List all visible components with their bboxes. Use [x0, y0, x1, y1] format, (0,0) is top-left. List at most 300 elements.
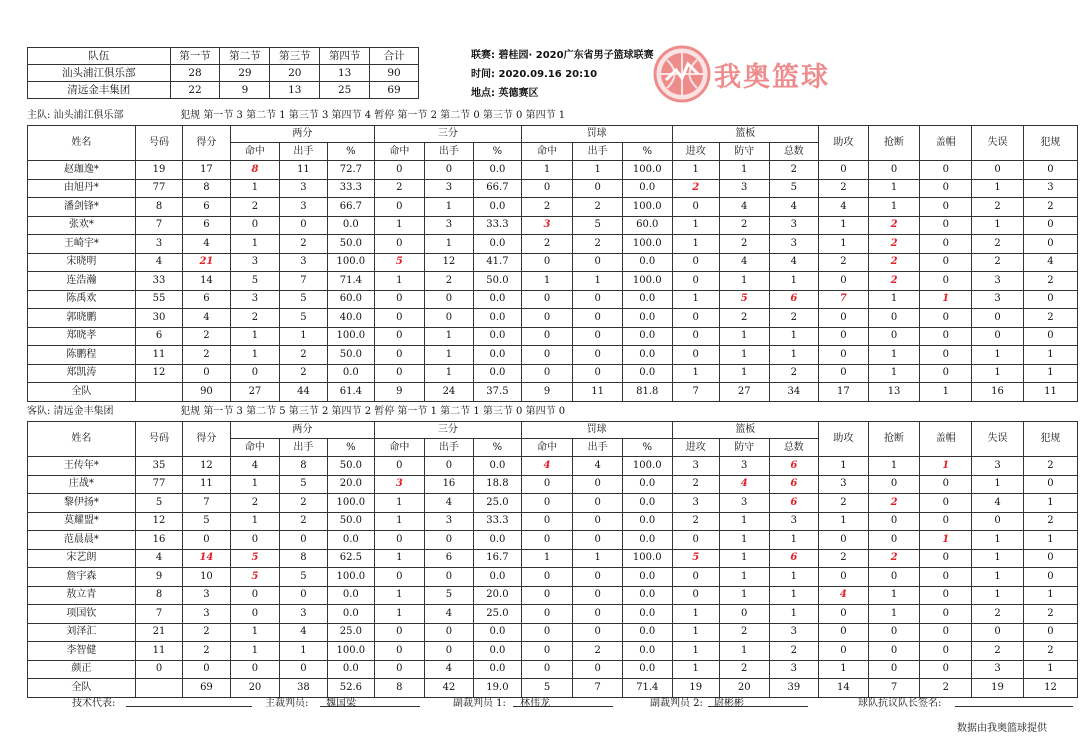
stat-cell: 0: [573, 605, 623, 624]
column-header: 盖帽: [920, 126, 972, 161]
total-cell: 13: [868, 383, 920, 402]
stat-cell: 2: [573, 235, 623, 254]
stat-cell: 7: [183, 494, 230, 513]
stat-cell: 1: [672, 660, 719, 679]
stat-cell: 50.0: [327, 512, 374, 531]
player-row: [28, 327, 1078, 346]
stat-cell: 1: [230, 512, 280, 531]
player-name: 郑晓孝: [28, 327, 136, 346]
stat-cell: 11: [135, 642, 182, 661]
score-header: 队伍: [28, 48, 171, 65]
stat-cell: 4: [280, 623, 327, 642]
stat-cell: 3: [375, 475, 425, 494]
column-header: 失误: [972, 126, 1024, 161]
stat-cell: 0.0: [474, 623, 521, 642]
stat-cell: 3: [183, 605, 230, 624]
stat-cell: 3: [719, 457, 769, 476]
stat-cell: 0: [521, 586, 573, 605]
stat-cell: 4: [424, 605, 474, 624]
stat-cell: 0: [1023, 161, 1077, 180]
stat-cell: 1: [672, 623, 719, 642]
stat-cell: 0.0: [327, 216, 374, 235]
stat-cell: 0: [672, 327, 719, 346]
stat-cell: 0: [375, 309, 425, 328]
player-name: 莫耀盟*: [28, 512, 136, 531]
stat-cell: 4: [719, 198, 769, 217]
stat-cell: 18.8: [474, 475, 521, 494]
stat-cell: 3: [135, 235, 182, 254]
stat-cell: 1: [769, 605, 819, 624]
stat-cell: 6: [769, 494, 819, 513]
player-name: 由旭丹*: [28, 179, 136, 198]
total-cell: 81.8: [622, 383, 672, 402]
stat-cell: 1: [424, 364, 474, 383]
stat-cell: 1: [1023, 364, 1077, 383]
stat-cell: 3: [280, 253, 327, 272]
stat-cell: 0: [819, 364, 869, 383]
column-subheader: 进攻: [672, 143, 719, 161]
column-subheader: %: [622, 143, 672, 161]
player-name: 庄战*: [28, 475, 136, 494]
player-row: [28, 346, 1078, 365]
stat-cell: 4: [769, 253, 819, 272]
stat-cell: 1: [375, 605, 425, 624]
quarter-score: 20: [270, 65, 320, 82]
stat-cell: 0.0: [327, 605, 374, 624]
stat-cell: 40.0: [327, 309, 374, 328]
stat-cell: 7: [280, 272, 327, 291]
stat-cell: 62.5: [327, 549, 374, 568]
column-header: 助攻: [819, 126, 869, 161]
stat-cell: 2: [1023, 272, 1077, 291]
stat-cell: 0: [672, 346, 719, 365]
ref2-label: 副裁判员 2:: [650, 698, 703, 709]
stat-cell: 33: [135, 272, 182, 291]
stat-cell: 4: [521, 457, 573, 476]
stat-cell: 2: [868, 549, 920, 568]
stat-cell: 0: [375, 346, 425, 365]
player-row: [28, 253, 1078, 272]
player-name: 陈禹欢: [28, 290, 136, 309]
column-header: 两分: [230, 422, 374, 439]
stat-cell: 0: [920, 605, 972, 624]
player-name: 颜正: [28, 660, 136, 679]
column-subheader: 命中: [375, 143, 425, 161]
stat-cell: 4: [719, 253, 769, 272]
column-subheader: 命中: [521, 143, 573, 161]
stat-cell: 0: [1023, 235, 1077, 254]
data-credit: 数据由我奥篮球提供: [957, 723, 1047, 734]
stat-cell: 100.0: [622, 549, 672, 568]
stat-cell: 0: [819, 161, 869, 180]
total-cell: 16: [972, 383, 1024, 402]
stat-cell: 0.0: [622, 364, 672, 383]
stat-cell: 1: [230, 642, 280, 661]
total-cell: 19.0: [474, 679, 521, 698]
stat-cell: 0.0: [474, 198, 521, 217]
stat-cell: 21: [183, 253, 230, 272]
stat-cell: 55: [135, 290, 182, 309]
stat-cell: 1: [1023, 660, 1077, 679]
stat-cell: 0.0: [622, 346, 672, 365]
stat-cell: 0: [375, 198, 425, 217]
stat-cell: 4: [183, 309, 230, 328]
stat-cell: 100.0: [327, 568, 374, 587]
stat-cell: 0: [868, 475, 920, 494]
stat-cell: 0: [819, 623, 869, 642]
stat-cell: 0: [573, 568, 623, 587]
quarter-score: 28: [170, 65, 220, 82]
stat-cell: 1: [672, 216, 719, 235]
total-cell: 71.4: [622, 679, 672, 698]
stat-cell: 14: [183, 272, 230, 291]
stat-cell: 0: [424, 290, 474, 309]
stat-cell: 2: [719, 623, 769, 642]
stat-cell: 5: [280, 309, 327, 328]
column-subheader: 进攻: [672, 439, 719, 457]
stat-cell: 0: [230, 531, 280, 550]
chief-ref-name: 魏国梁: [326, 698, 356, 709]
stat-cell: 0.0: [474, 327, 521, 346]
stat-cell: 0.0: [622, 253, 672, 272]
stat-cell: 1: [972, 531, 1024, 550]
total-cell: 90: [183, 383, 230, 402]
stat-cell: 0.0: [474, 290, 521, 309]
stat-cell: 0: [868, 660, 920, 679]
stat-cell: 1: [375, 494, 425, 513]
stat-cell: 1: [972, 216, 1024, 235]
stat-cell: 7: [819, 290, 869, 309]
stat-cell: 0: [868, 309, 920, 328]
stat-cell: 3: [1023, 179, 1077, 198]
stat-cell: 0: [920, 346, 972, 365]
stat-cell: 2: [672, 512, 719, 531]
stat-cell: 0: [280, 660, 327, 679]
stat-cell: 1: [719, 531, 769, 550]
stat-cell: 0.0: [622, 605, 672, 624]
column-subheader: 命中: [230, 143, 280, 161]
score-header: 第三节: [270, 48, 320, 65]
stat-cell: 5: [672, 549, 719, 568]
protest-label: 球队抗议队长签名:: [858, 698, 942, 709]
stat-cell: 0: [1023, 623, 1077, 642]
stat-cell: 0.0: [474, 346, 521, 365]
stat-cell: 2: [573, 642, 623, 661]
stat-cell: 0: [521, 642, 573, 661]
stat-cell: 0: [920, 586, 972, 605]
stat-cell: 2: [719, 660, 769, 679]
stat-cell: 11: [280, 161, 327, 180]
total-cell: 38: [280, 679, 327, 698]
column-header: 犯规: [1023, 126, 1077, 161]
stat-cell: 7: [135, 216, 182, 235]
stat-cell: 0: [573, 512, 623, 531]
stat-cell: 0: [672, 253, 719, 272]
total-cell: 19: [972, 679, 1024, 698]
stat-cell: 0: [672, 586, 719, 605]
stat-cell: 2: [1023, 605, 1077, 624]
column-header: 三分: [375, 126, 522, 143]
stat-cell: 4: [1023, 253, 1077, 272]
stat-cell: 2: [972, 198, 1024, 217]
stat-cell: 0: [280, 586, 327, 605]
stat-cell: 1: [868, 364, 920, 383]
stat-cell: 17: [183, 161, 230, 180]
stat-cell: 3: [972, 660, 1024, 679]
stat-cell: 2: [424, 272, 474, 291]
stat-cell: 0: [819, 642, 869, 661]
home-team-header: [27, 109, 565, 123]
brand-logo: [652, 44, 862, 104]
player-name: 黎伊扬*: [28, 494, 136, 513]
total-cell: 1: [920, 383, 972, 402]
stat-cell: 6: [769, 475, 819, 494]
stat-cell: 3: [424, 179, 474, 198]
score-header: 第四节: [320, 48, 370, 65]
total-cell: 37.5: [474, 383, 521, 402]
stat-cell: 0: [920, 642, 972, 661]
stat-cell: 0: [230, 364, 280, 383]
score-row-away: [28, 82, 419, 99]
total-cell: 52.6: [327, 679, 374, 698]
stat-cell: 0: [573, 290, 623, 309]
stat-cell: 0: [375, 642, 425, 661]
player-row: [28, 475, 1078, 494]
stat-cell: 0: [868, 512, 920, 531]
player-row: [28, 531, 1078, 550]
stat-cell: 1: [521, 272, 573, 291]
stat-cell: 2: [972, 605, 1024, 624]
stat-cell: 0.0: [622, 642, 672, 661]
stat-cell: 0: [920, 364, 972, 383]
stat-cell: 1: [521, 549, 573, 568]
stat-cell: 10: [183, 568, 230, 587]
stat-cell: 1: [920, 290, 972, 309]
stat-cell: 4: [135, 549, 182, 568]
stat-cell: 6: [135, 327, 182, 346]
stat-cell: 0: [573, 586, 623, 605]
column-subheader: 总数: [769, 143, 819, 161]
column-subheader: 出手: [424, 143, 474, 161]
stat-cell: 3: [769, 235, 819, 254]
stat-cell: 5: [375, 253, 425, 272]
stat-cell: 6: [769, 290, 819, 309]
stat-cell: 0: [521, 475, 573, 494]
stat-cell: 1: [972, 568, 1024, 587]
stat-cell: 0.0: [327, 364, 374, 383]
stat-cell: 2: [868, 235, 920, 254]
stat-cell: 0: [1023, 216, 1077, 235]
stat-cell: 3: [719, 179, 769, 198]
column-header: 姓名: [28, 126, 136, 161]
stat-cell: 3: [280, 605, 327, 624]
stat-cell: 41.7: [474, 253, 521, 272]
stat-cell: 0: [920, 216, 972, 235]
stat-cell: 0: [573, 623, 623, 642]
quarter-score: 29: [220, 65, 270, 82]
stat-cell: 0: [672, 309, 719, 328]
stat-cell: 0: [573, 309, 623, 328]
stat-cell: 1: [672, 605, 719, 624]
stat-cell: 2: [183, 346, 230, 365]
stat-cell: 1: [920, 531, 972, 550]
player-row: [28, 512, 1078, 531]
stat-cell: 2: [280, 235, 327, 254]
stat-cell: 1: [719, 364, 769, 383]
stat-cell: 5: [280, 568, 327, 587]
stat-cell: 8: [135, 198, 182, 217]
stat-cell: 3: [769, 512, 819, 531]
stat-cell: 2: [183, 642, 230, 661]
stat-cell: 0: [868, 568, 920, 587]
stat-cell: 5: [280, 290, 327, 309]
total-cell: 61.4: [327, 383, 374, 402]
stat-cell: 0: [521, 660, 573, 679]
stat-cell: 1: [1023, 531, 1077, 550]
stat-cell: 0: [521, 605, 573, 624]
total-score: 90: [370, 65, 419, 82]
stat-cell: 1: [573, 161, 623, 180]
stat-cell: 4: [135, 253, 182, 272]
stat-cell: 19: [135, 161, 182, 180]
stat-cell: 2: [719, 216, 769, 235]
total-cell: 34: [769, 383, 819, 402]
stat-cell: 5: [230, 549, 280, 568]
stat-cell: 0: [521, 290, 573, 309]
stat-cell: 30: [135, 309, 182, 328]
stat-cell: 0: [672, 531, 719, 550]
stat-cell: 4: [424, 660, 474, 679]
stat-cell: 0.0: [622, 475, 672, 494]
tech-rep-line: [126, 706, 252, 707]
stat-cell: 0.0: [622, 179, 672, 198]
stat-cell: 0: [868, 327, 920, 346]
stat-cell: 0: [920, 179, 972, 198]
column-subheader: 出手: [280, 143, 327, 161]
stat-cell: 4: [769, 198, 819, 217]
stat-cell: 71.4: [327, 272, 374, 291]
stat-cell: 33.3: [474, 512, 521, 531]
stat-cell: 2: [183, 623, 230, 642]
stat-cell: 1: [819, 512, 869, 531]
stat-cell: 1: [972, 179, 1024, 198]
column-subheader: %: [622, 439, 672, 457]
stat-cell: 0.0: [622, 531, 672, 550]
player-row: [28, 660, 1078, 679]
player-row: [28, 235, 1078, 254]
player-name: 赵珈逸*: [28, 161, 136, 180]
stat-cell: 0: [972, 309, 1024, 328]
stat-cell: 0: [920, 494, 972, 513]
stat-cell: 1: [819, 457, 869, 476]
away-stats-table: [27, 421, 1078, 698]
stat-cell: 9: [135, 568, 182, 587]
stat-cell: 0.0: [622, 327, 672, 346]
stat-cell: 1: [719, 346, 769, 365]
stat-cell: 35: [135, 457, 182, 476]
stat-cell: 1: [375, 272, 425, 291]
stat-cell: 0: [920, 253, 972, 272]
stat-cell: 1: [424, 235, 474, 254]
league-line: 联赛: 碧桂园· 2020广东省男子篮球联赛: [471, 50, 654, 61]
stat-cell: 1: [719, 586, 769, 605]
signature-footer: [0, 690, 1080, 712]
stat-cell: 0: [280, 216, 327, 235]
stat-cell: 2: [1023, 198, 1077, 217]
score-row-home: [28, 65, 419, 82]
stat-cell: 1: [769, 272, 819, 291]
stat-cell: 3: [424, 216, 474, 235]
total-cell: 24: [424, 383, 474, 402]
stat-cell: 2: [819, 179, 869, 198]
stat-cell: 1: [920, 457, 972, 476]
stat-cell: 0: [424, 568, 474, 587]
column-subheader: %: [474, 143, 521, 161]
stat-cell: 0: [920, 327, 972, 346]
player-name: 王崎宇*: [28, 235, 136, 254]
quarter-score: 25: [320, 82, 370, 99]
stat-cell: 50.0: [474, 272, 521, 291]
stat-cell: 1: [819, 216, 869, 235]
stat-cell: 0: [868, 623, 920, 642]
stat-cell: 1: [424, 346, 474, 365]
stat-cell: 33.3: [474, 216, 521, 235]
stat-cell: 0: [1023, 549, 1077, 568]
time-line: 时间: 2020.09.16 20:10: [471, 69, 598, 80]
stat-cell: 0: [375, 660, 425, 679]
stat-cell: 1: [769, 531, 819, 550]
stat-cell: 16.7: [474, 549, 521, 568]
player-row: [28, 568, 1078, 587]
stat-cell: 7: [135, 605, 182, 624]
stat-cell: 1: [672, 161, 719, 180]
stat-cell: 1: [868, 198, 920, 217]
stat-cell: 6: [769, 457, 819, 476]
column-subheader: %: [327, 439, 374, 457]
stat-cell: 8: [230, 161, 280, 180]
stat-cell: 0: [920, 512, 972, 531]
stat-cell: 1: [280, 327, 327, 346]
column-subheader: 出手: [424, 439, 474, 457]
stat-cell: 60.0: [622, 216, 672, 235]
stat-cell: 0: [521, 623, 573, 642]
stat-cell: 66.7: [327, 198, 374, 217]
stat-cell: 1: [1023, 346, 1077, 365]
player-name: 项国钦: [28, 605, 136, 624]
stat-cell: 1: [819, 235, 869, 254]
stat-cell: 8: [280, 549, 327, 568]
stat-cell: 2: [280, 364, 327, 383]
stat-cell: 1: [672, 290, 719, 309]
stat-cell: 3: [280, 198, 327, 217]
stat-cell: 3: [972, 290, 1024, 309]
stat-cell: 2: [521, 235, 573, 254]
quarter-score: 22: [170, 82, 220, 99]
stat-cell: 6: [424, 549, 474, 568]
stat-cell: 0: [424, 309, 474, 328]
stat-cell: 0: [521, 327, 573, 346]
stat-cell: 0: [819, 531, 869, 550]
stat-cell: 1: [972, 549, 1024, 568]
stat-cell: 1: [868, 290, 920, 309]
player-row: [28, 364, 1078, 383]
stat-cell: 1: [375, 549, 425, 568]
stat-cell: 12: [135, 364, 182, 383]
stat-cell: 1: [672, 364, 719, 383]
stat-cell: 1: [719, 568, 769, 587]
player-name: 宋晓明: [28, 253, 136, 272]
stat-cell: 0: [424, 531, 474, 550]
